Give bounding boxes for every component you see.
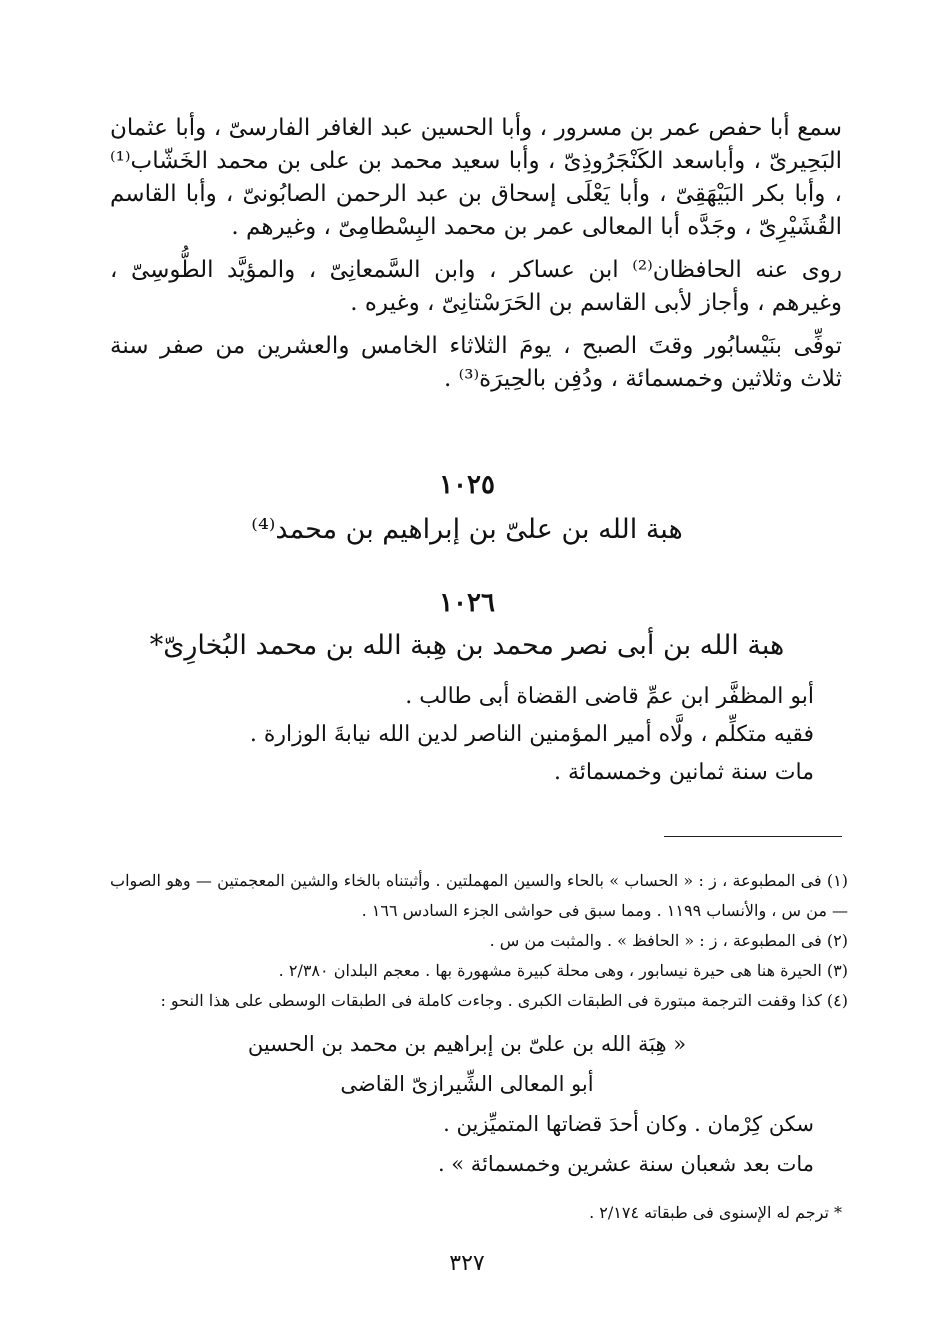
- entry-number-1026: ١٠٢٦: [439, 588, 495, 618]
- entry-line: مات سنة ثمانين وخمسمائة .: [554, 760, 814, 785]
- paragraph-death: توفِّى بنَيْسابُور وقتَ الصبح ، يومَ الثلاثاء الخامس والعشرين من صفر سنة ثلاث وثلاثين وخمسمائة ، ودُفِن بالحِيرَة⁽³⁾ .: [110, 333, 842, 392]
- page-number: ٣٢٧: [449, 1251, 485, 1276]
- quoted-entry: [0, 1024, 934, 1184]
- footnote-3: (٣) الحيرة هنا هى حيرة نيسابور ، وهى محلة كبيرة مشهورة بها . معجم البلدان ٢/٣٨٠ .: [278, 961, 848, 980]
- biography-text: [110, 112, 842, 410]
- entry-title-1026: هبة الله بن أبى نصر محمد بن هِبة الله بن محمد البُخارِىّ*: [149, 630, 785, 661]
- footnote-2: (٢) فى المطبوعة ، ز : « الحافظ » . والمثبت من س .: [489, 931, 848, 950]
- entry-line: فقيه متكلِّم ، ولَّاه أمير المؤمنين الناصر لدين الله نيابةَ الوزارة .: [249, 722, 814, 747]
- footnote-4: (٤) كذا وقفت الترجمة مبتورة فى الطبقات الكبرى . وجاءت كاملة فى الطبقات الوسطى على هذا النحو :: [160, 991, 848, 1010]
- quote-line: مات بعد شعبان سنة عشرين وخمسمائة » .: [437, 1152, 814, 1176]
- footnote-1: (١) فى المطبوعة ، ز : « الحساب » بالحاء والسين المهملتين . وأثبتناه بالخاء والشين المعجمتين — وهو الصواب — من س ، والأنساب ١١٩٩ . ومما سبق فى حواشى الجزء السادس ١٦٦ .: [110, 871, 848, 920]
- entry-1026-body: [110, 678, 814, 792]
- quote-line: سكن كِرْمان . وكان أحدَ قضاتها المتميِّزين .: [443, 1112, 814, 1136]
- paragraph-teachers: سمع أبا حفص عمر بن مسرور ، وأبا الحسين عبد الغافر الفارسىّ ، وأبا عثمان البَحِيرىّ ، وأباسعد الكَنْجَرُوذِىّ ، وأبا سعيد محمد بن على بن محمد الخَشّاب⁽¹⁾ ، وأبا بكر البَيْهَقِىّ ، وأبا يَعْلَى إسحاق بن عبد الرحمن الصابُونىّ ، وأبا القاسم القُشَيْرِىّ ، وجَدَّه أبا المعالى عمر بن محمد البِسْطامِىّ ، وغيرهم .: [110, 115, 842, 240]
- footnotes: [110, 866, 848, 1016]
- entry-title-1025: هبة الله بن علىّ بن إبراهيم بن محمد⁽⁴⁾: [251, 514, 683, 545]
- paragraph-students: روى عنه الحافظان⁽²⁾ ابن عساكر ، وابن السَّمعانِىّ ، والمؤيَّد الطُّوسِىّ ، وغيرهم ، وأجاز لأبى القاسم بن الحَرَسْتانِىّ ، وغيره .: [110, 257, 842, 316]
- entry-number-1025: ١٠٢٥: [439, 470, 495, 500]
- footnote-divider: [664, 836, 842, 837]
- star-footnote: * ترجم له الإسنوى فى طبقاته ٢/١٧٤ .: [589, 1203, 842, 1222]
- entry-line: أبو المظفَّر ابن عمِّ قاضى القضاة أبى طالب .: [405, 684, 814, 709]
- quote-subtitle: أبو المعالى الشِّيرازىّ القاضى: [340, 1072, 594, 1096]
- quote-title: « هِبَة الله بن علىّ بن إبراهيم بن محمد بن الحسين: [247, 1032, 687, 1056]
